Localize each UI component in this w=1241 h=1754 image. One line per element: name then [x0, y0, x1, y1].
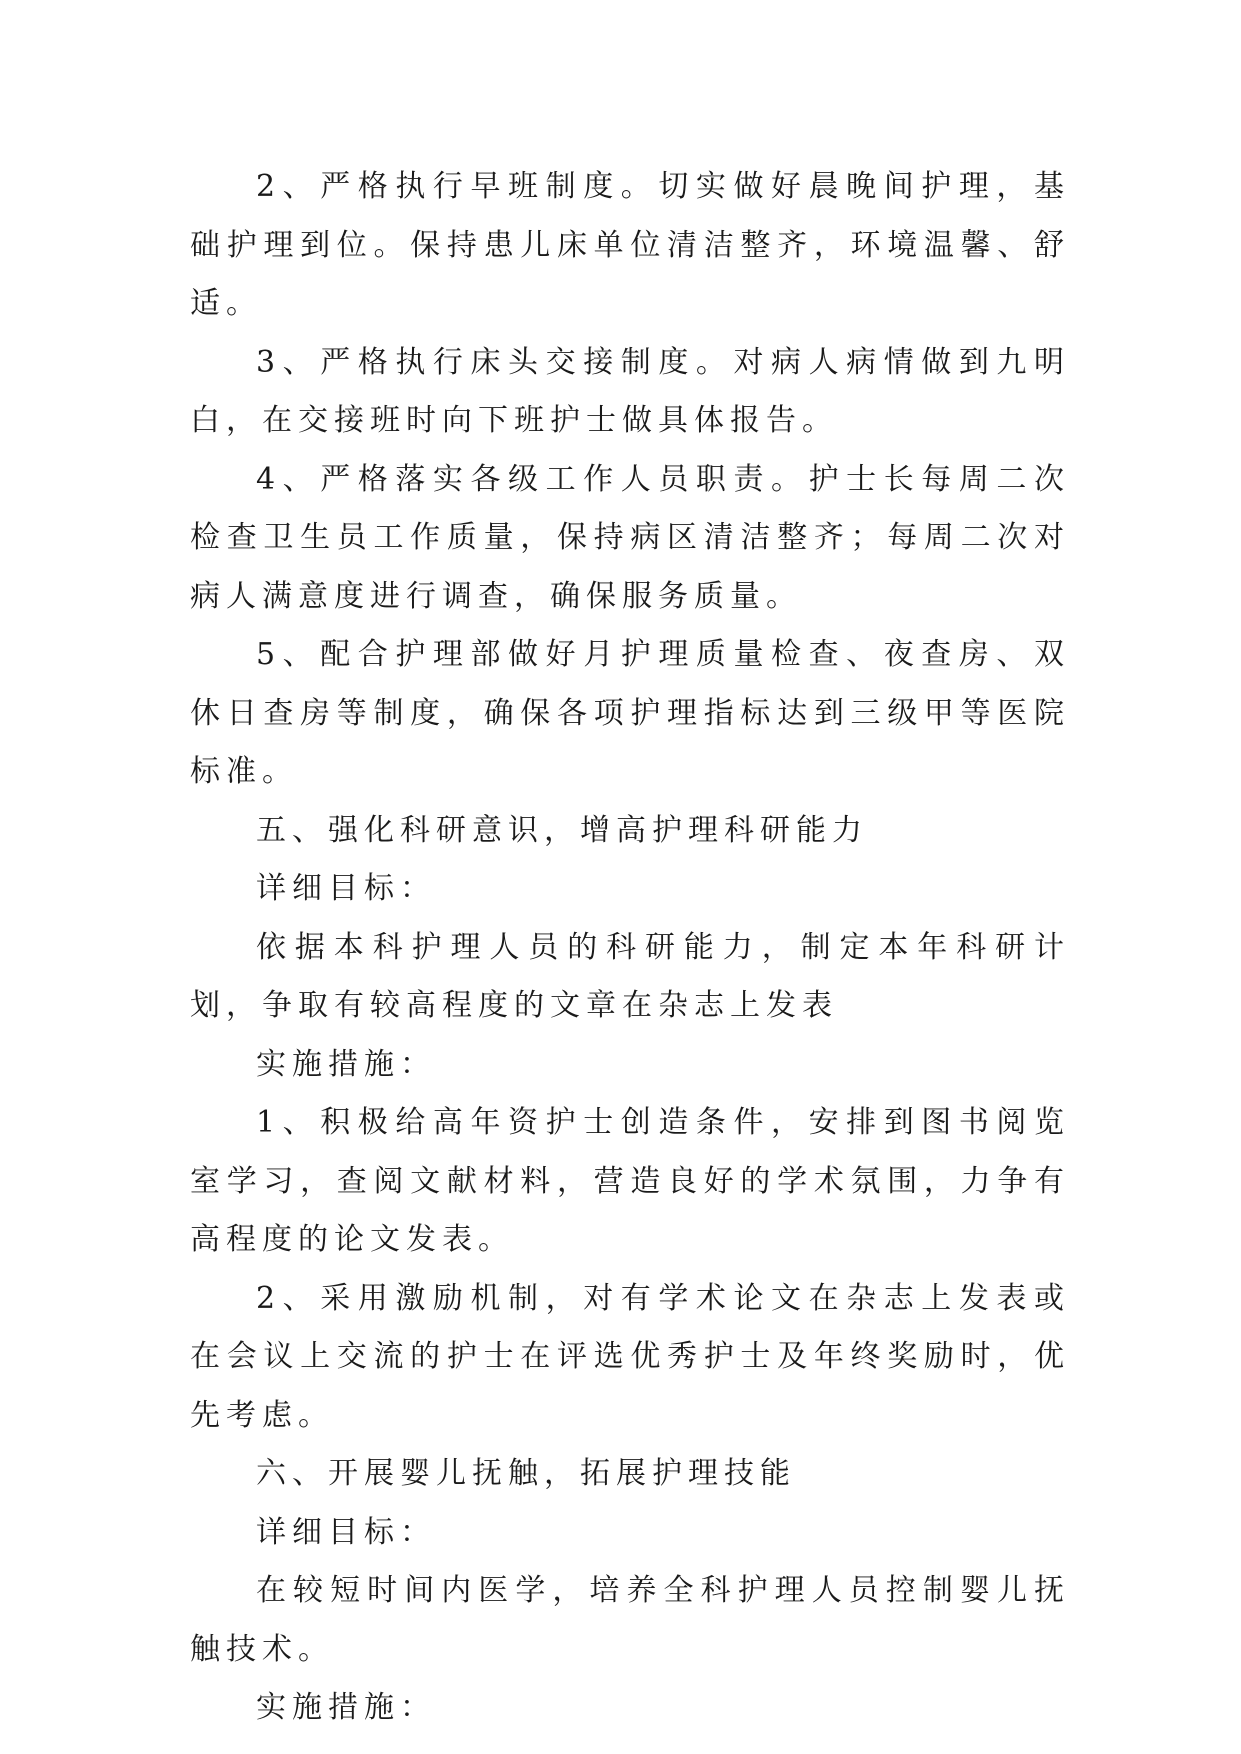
section-heading-research: 五、强化科研意识，增高护理科研能力 — [256, 812, 868, 848]
subheading-measures-2: 实施措施： — [256, 1690, 436, 1725]
subheading-measures: 实施措施： — [256, 1046, 436, 1082]
paragraph-item-5-quality-check: 5、配合护理部做好月护理质量检查、夜查房、双休日查房等制度，确保各项护理指标达到三级甲等医院标准。 — [190, 637, 1070, 789]
document-body — [190, 158, 1070, 1738]
subheading-goals-2: 详细目标： — [256, 1514, 436, 1550]
paragraph-item-3-bedside-handover: 3、严格执行床头交接制度。对病人病情做到九明白，在交接班时向下班护士做具体报告。 — [190, 344, 1070, 438]
paragraph-item-1-senior-nurses: 1、积极给高年资护士创造条件，安排到图书阅览室学习，查阅文献材料，营造良好的学术氛围，力争有高程度的论文发表。 — [190, 1105, 1070, 1257]
paragraph-infant-touch-goal: 在较短时间内医学，培养全科护理人员控制婴儿抚触技术。 — [190, 1573, 1070, 1667]
section-heading-infant-touch: 六、开展婴儿抚触，拓展护理技能 — [256, 1456, 796, 1491]
paragraph-item-4-staff-duties: 4、严格落实各级工作人员职责。护士长每周二次检查卫生员工作质量，保持病区清洁整齐；每周二次对病人满意度进行调查，确保服务质量。 — [190, 461, 1070, 614]
paragraph-item-2-incentive: 2、采用激励机制，对有学术论文在杂志上发表或在会议上交流的护士在评选优秀护士及年终奖励时，优先考虑。 — [190, 1280, 1070, 1433]
paragraph-item-2-early-shift: 2、严格执行早班制度。切实做好晨晚间护理，基础护理到位。保持患儿床单位清洁整齐，环境温馨、舒适。 — [190, 169, 1070, 321]
paragraph-research-goal: 依据本科护理人员的科研能力，制定本年科研计划，争取有较高程度的文章在杂志上发表 — [190, 929, 1070, 1023]
subheading-goals: 详细目标： — [256, 871, 436, 906]
